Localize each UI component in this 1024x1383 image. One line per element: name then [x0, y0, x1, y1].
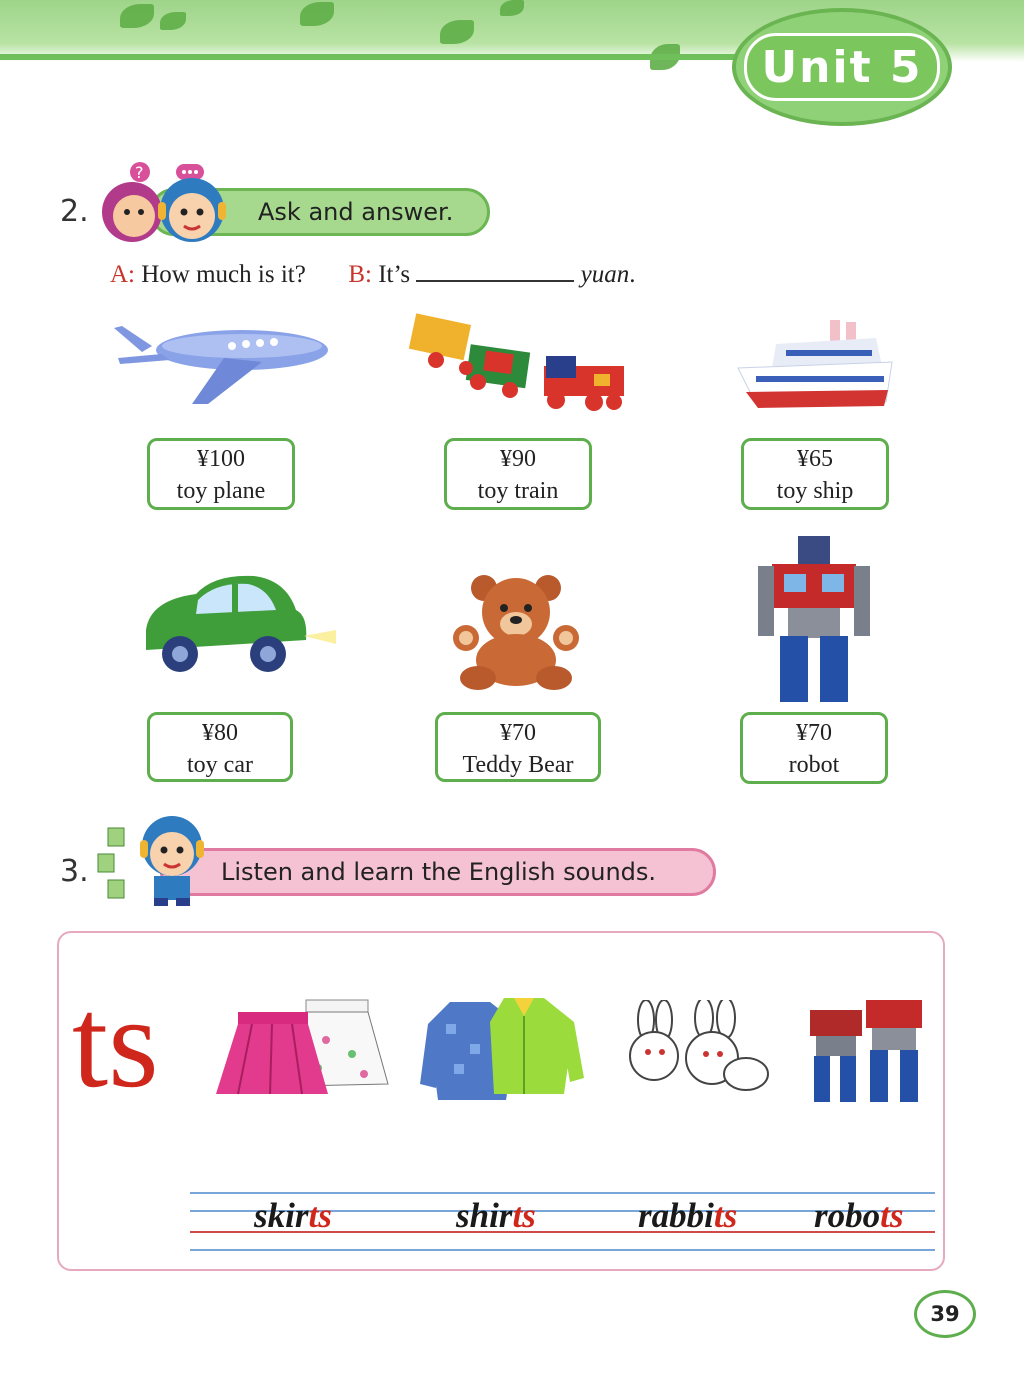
- banner-divider: [0, 54, 760, 60]
- section-3-title: Listen and learn the English sounds.: [160, 848, 716, 896]
- shirts-icon: [420, 994, 584, 1104]
- word-shirts: [456, 1196, 536, 1236]
- price-card: [741, 438, 889, 510]
- price-value: ¥80: [202, 720, 238, 746]
- writing-line: [190, 1249, 935, 1251]
- toy-name: toy train: [477, 478, 559, 504]
- word-rabbits: [638, 1196, 737, 1236]
- unit-badge: [732, 8, 952, 126]
- speaker-b-text: It’s: [378, 261, 411, 288]
- price-card: [740, 712, 888, 784]
- section-3-number: 3.: [60, 854, 89, 889]
- price-card: [147, 712, 293, 782]
- toy-ship-icon: [736, 318, 896, 414]
- unit-label: Unit 5: [744, 33, 940, 101]
- currency-word: yuan: [580, 261, 630, 288]
- sound-letters: ts: [72, 971, 159, 1115]
- page-number: 39: [914, 1290, 976, 1338]
- word-stem: skir: [254, 1196, 309, 1235]
- word-skirts: [254, 1196, 332, 1236]
- writing-line: [190, 1192, 935, 1194]
- boy-mascot-icon: [96, 812, 220, 908]
- skirts-icon: [214, 994, 390, 1098]
- word-ending: ts: [308, 1196, 332, 1235]
- toy-name: robot: [788, 752, 840, 778]
- word-ending: ts: [713, 1196, 738, 1235]
- teddy-bear-icon: [450, 574, 582, 690]
- word-robots: [814, 1196, 903, 1236]
- dialog-line: [110, 258, 636, 289]
- toy-car-icon: [136, 570, 340, 680]
- word-stem: shir: [456, 1196, 513, 1235]
- kids-mascot-icon: [98, 160, 248, 246]
- robots-icon: [804, 992, 928, 1104]
- toy-name: Teddy Bear: [462, 752, 574, 778]
- price-value: ¥70: [796, 720, 832, 746]
- price-card: [435, 712, 601, 782]
- price-value: ¥100: [197, 446, 245, 472]
- price-value: ¥65: [797, 446, 833, 472]
- answer-blank[interactable]: [416, 258, 574, 282]
- word-stem: robo: [814, 1196, 881, 1235]
- price-value: ¥70: [500, 720, 536, 746]
- robot-icon: [754, 530, 874, 706]
- price-value: ¥90: [500, 446, 536, 472]
- toy-plane-icon: [112, 318, 332, 408]
- word-stem: rabbi: [638, 1196, 714, 1235]
- word-ending: ts: [880, 1196, 904, 1235]
- toy-name: toy ship: [776, 478, 854, 504]
- speaker-b-label: B:: [348, 261, 372, 288]
- price-card: [147, 438, 295, 510]
- speaker-a-text: How much is it?: [141, 261, 306, 288]
- price-card: [444, 438, 592, 510]
- toy-train-icon: [406, 312, 632, 412]
- toy-name: toy plane: [176, 478, 266, 504]
- word-ending: ts: [512, 1196, 536, 1235]
- svg-text:?: ?: [135, 163, 144, 182]
- toy-name: toy car: [187, 752, 253, 778]
- rabbits-icon: [620, 1000, 770, 1096]
- dialog-period: .: [629, 261, 636, 288]
- section-2-number: 2.: [60, 194, 89, 229]
- section-2-title: Ask and answer.: [150, 188, 490, 236]
- speaker-a-label: A:: [110, 261, 135, 288]
